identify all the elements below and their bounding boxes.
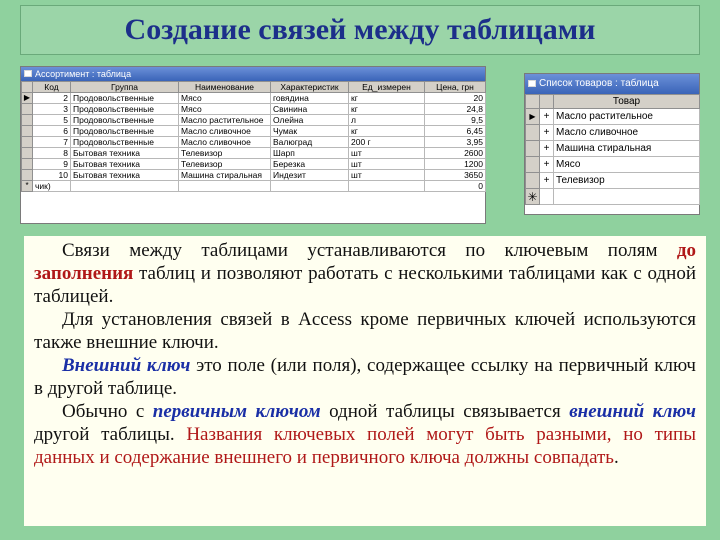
cell-group[interactable]: Продовольственные <box>71 115 179 126</box>
cell-group[interactable]: Продовольственные <box>71 104 179 115</box>
expand-icon[interactable]: + <box>540 173 554 189</box>
row-selector[interactable] <box>22 170 33 181</box>
product-list-grid <box>525 94 700 205</box>
term-primary-key: первичным ключом <box>152 401 321 422</box>
table-row[interactable] <box>22 170 486 181</box>
column-header-price[interactable]: Цена, грн <box>425 82 486 93</box>
cell-product[interactable]: Масло сливочное <box>554 125 700 141</box>
cell-unit[interactable]: шт <box>349 148 425 159</box>
cell-characteristic[interactable]: Чумак <box>271 126 349 137</box>
cell-unit[interactable]: 200 г <box>349 137 425 148</box>
cell-characteristic[interactable]: Свинина <box>271 104 349 115</box>
row-selector[interactable] <box>526 173 540 189</box>
column-header-product[interactable]: Товар <box>554 95 700 109</box>
p1-text: Связи между таблицами устанавливаются по ключевым полям <box>62 240 677 261</box>
column-header-group[interactable]: Группа <box>71 82 179 93</box>
table-row[interactable] <box>22 137 486 148</box>
p4-text-3: другой таблицы. <box>34 424 187 445</box>
cell-characteristic[interactable]: Шарп <box>271 148 349 159</box>
new-record-row[interactable] <box>22 181 486 192</box>
p1-text-end: таблиц и позволяют работать с несколькими таблицами как с одной таблицей. <box>34 263 696 307</box>
header-row <box>526 95 700 109</box>
row-selector[interactable] <box>526 125 540 141</box>
cell-price[interactable]: 6,45 <box>425 126 486 137</box>
cell-product[interactable]: Мясо <box>554 157 700 173</box>
p4-red-note: Названия ключевых полей могут быть разными, но типы данных и содержание внешнего и первичного ключа должны совпадать <box>34 424 696 468</box>
table-row[interactable] <box>22 104 486 115</box>
cell-unit[interactable]: шт <box>349 170 425 181</box>
expand-icon[interactable]: + <box>540 109 554 125</box>
cell-name[interactable]: Масло сливочное <box>179 137 271 148</box>
cell-name[interactable] <box>179 181 271 192</box>
table-icon <box>24 70 32 77</box>
cell-characteristic[interactable]: Олейна <box>271 115 349 126</box>
term-foreign-key: Внешний ключ <box>62 355 191 376</box>
cell-group[interactable]: Бытовая техника <box>71 148 179 159</box>
row-selector[interactable]: ▶ <box>526 109 540 125</box>
product-list-window-titlebar[interactable] <box>525 74 699 94</box>
slide-title: Создание связей между таблицами <box>124 13 596 46</box>
row-selector[interactable] <box>22 104 33 115</box>
p4-text-2: одной таблицы связывается <box>320 401 570 422</box>
column-header-name[interactable]: Наименование <box>179 82 271 93</box>
expand-icon-empty <box>540 189 554 205</box>
row-selector[interactable] <box>22 148 33 159</box>
paragraph-3 <box>34 354 696 400</box>
cell-product[interactable]: Телевизор <box>554 173 700 189</box>
cell-code[interactable]: 7 <box>33 137 71 148</box>
new-record-row[interactable] <box>526 189 700 205</box>
cell-name[interactable]: Телевизор <box>179 148 271 159</box>
cell-code[interactable]: 9 <box>33 159 71 170</box>
paragraph-2: Для установления связей в Access кроме первичных ключей используются также внешние ключи. <box>34 309 696 353</box>
cell-price[interactable]: 2600 <box>425 148 486 159</box>
expand-icon[interactable]: + <box>540 141 554 157</box>
assortment-window-title: Ассортимент : таблица <box>35 69 132 79</box>
table-row[interactable] <box>22 93 486 104</box>
row-selector[interactable] <box>22 159 33 170</box>
cell-name[interactable]: Машина стиральная <box>179 170 271 181</box>
column-header-characteristic[interactable]: Характеристик <box>271 82 349 93</box>
column-header-unit[interactable]: Ед_измерен <box>349 82 425 93</box>
cell-name[interactable]: Масло растительное <box>179 115 271 126</box>
assortment-grid <box>21 81 486 192</box>
p1-emphasis: до заполнения <box>34 240 696 284</box>
cell-characteristic[interactable]: Березка <box>271 159 349 170</box>
row-selector[interactable]: ▶ <box>22 93 33 104</box>
table-row[interactable] <box>526 125 700 141</box>
assortment-table-window <box>20 66 486 224</box>
cell-name[interactable]: Масло сливочное <box>179 126 271 137</box>
cell-unit[interactable]: кг <box>349 126 425 137</box>
cell-group[interactable]: Бытовая техника <box>71 170 179 181</box>
table-row[interactable] <box>22 126 486 137</box>
corner-selector[interactable] <box>22 82 33 93</box>
cell-characteristic[interactable]: говядина <box>271 93 349 104</box>
cell-code[interactable]: 8 <box>33 148 71 159</box>
cell-price[interactable]: 0 <box>425 181 486 192</box>
table-row[interactable] <box>526 157 700 173</box>
table-row[interactable] <box>22 159 486 170</box>
p3-text: это поле (или поля), содержащее ссылку на первичный ключ в другой таблице. <box>34 355 696 399</box>
cell-name[interactable]: Мясо <box>179 104 271 115</box>
table-row[interactable] <box>526 173 700 189</box>
cell-code[interactable]: 5 <box>33 115 71 126</box>
cell-price[interactable]: 20 <box>425 93 486 104</box>
cell-group[interactable]: Бытовая техника <box>71 159 179 170</box>
cell-unit[interactable]: кг <box>349 104 425 115</box>
cell-code[interactable]: 2 <box>33 93 71 104</box>
explanation-text-box <box>24 236 706 526</box>
row-selector[interactable] <box>526 157 540 173</box>
cell-code[interactable]: 10 <box>33 170 71 181</box>
row-selector[interactable] <box>22 115 33 126</box>
p4-period: . <box>613 447 619 468</box>
cell-code[interactable]: чик) <box>33 181 71 192</box>
row-selector[interactable] <box>22 126 33 137</box>
cell-name[interactable]: Мясо <box>179 93 271 104</box>
cell-unit[interactable]: кг <box>349 93 425 104</box>
row-selector[interactable] <box>22 137 33 148</box>
cell-unit[interactable]: л <box>349 115 425 126</box>
paragraph-1 <box>34 239 696 308</box>
column-header-code[interactable]: Код <box>33 82 71 93</box>
cell-price[interactable]: 9,5 <box>425 115 486 126</box>
table-row[interactable] <box>526 141 700 157</box>
cell-code[interactable]: 6 <box>33 126 71 137</box>
table-row[interactable] <box>22 115 486 126</box>
row-selector[interactable] <box>526 141 540 157</box>
corner-selector[interactable] <box>526 95 540 109</box>
cell-name[interactable]: Телевизор <box>179 159 271 170</box>
title-banner <box>20 5 700 55</box>
expand-icon[interactable]: + <box>540 125 554 141</box>
new-record-marker[interactable]: ✳ <box>527 189 538 204</box>
cell-group[interactable]: Продовольственные <box>71 93 179 104</box>
header-row <box>22 82 486 93</box>
cell-product[interactable]: Машина стиральная <box>554 141 700 157</box>
p4-text: Обычно с <box>62 401 153 422</box>
cell-price[interactable]: 1200 <box>425 159 486 170</box>
table-row[interactable] <box>22 148 486 159</box>
new-record-marker[interactable]: * <box>22 181 33 192</box>
cell-price[interactable]: 3650 <box>425 170 486 181</box>
cell-unit[interactable]: шт <box>349 159 425 170</box>
product-list-window-title: Список товаров : таблица <box>539 78 659 89</box>
cell-unit[interactable] <box>349 181 425 192</box>
header-spacer <box>540 95 554 109</box>
paragraph-4 <box>34 400 696 469</box>
cell-group[interactable]: Продовольственные <box>71 137 179 148</box>
cell-characteristic[interactable] <box>271 181 349 192</box>
cell-product[interactable] <box>554 189 700 205</box>
assortment-window-titlebar[interactable] <box>21 67 485 81</box>
table-icon <box>528 80 536 87</box>
expand-icon[interactable]: + <box>540 157 554 173</box>
cell-product[interactable]: Масло растительное <box>554 109 700 125</box>
cell-characteristic[interactable]: Индезит <box>271 170 349 181</box>
product-list-table-window <box>524 73 700 215</box>
cell-group[interactable]: Продовольственные <box>71 126 179 137</box>
term-foreign-key-2: внешний ключ <box>569 401 696 422</box>
cell-price[interactable]: 24,8 <box>425 104 486 115</box>
cell-code[interactable]: 3 <box>33 104 71 115</box>
cell-price[interactable]: 3,95 <box>425 137 486 148</box>
cell-characteristic[interactable]: Валюград <box>271 137 349 148</box>
table-row[interactable] <box>526 109 700 125</box>
cell-group[interactable] <box>71 181 179 192</box>
